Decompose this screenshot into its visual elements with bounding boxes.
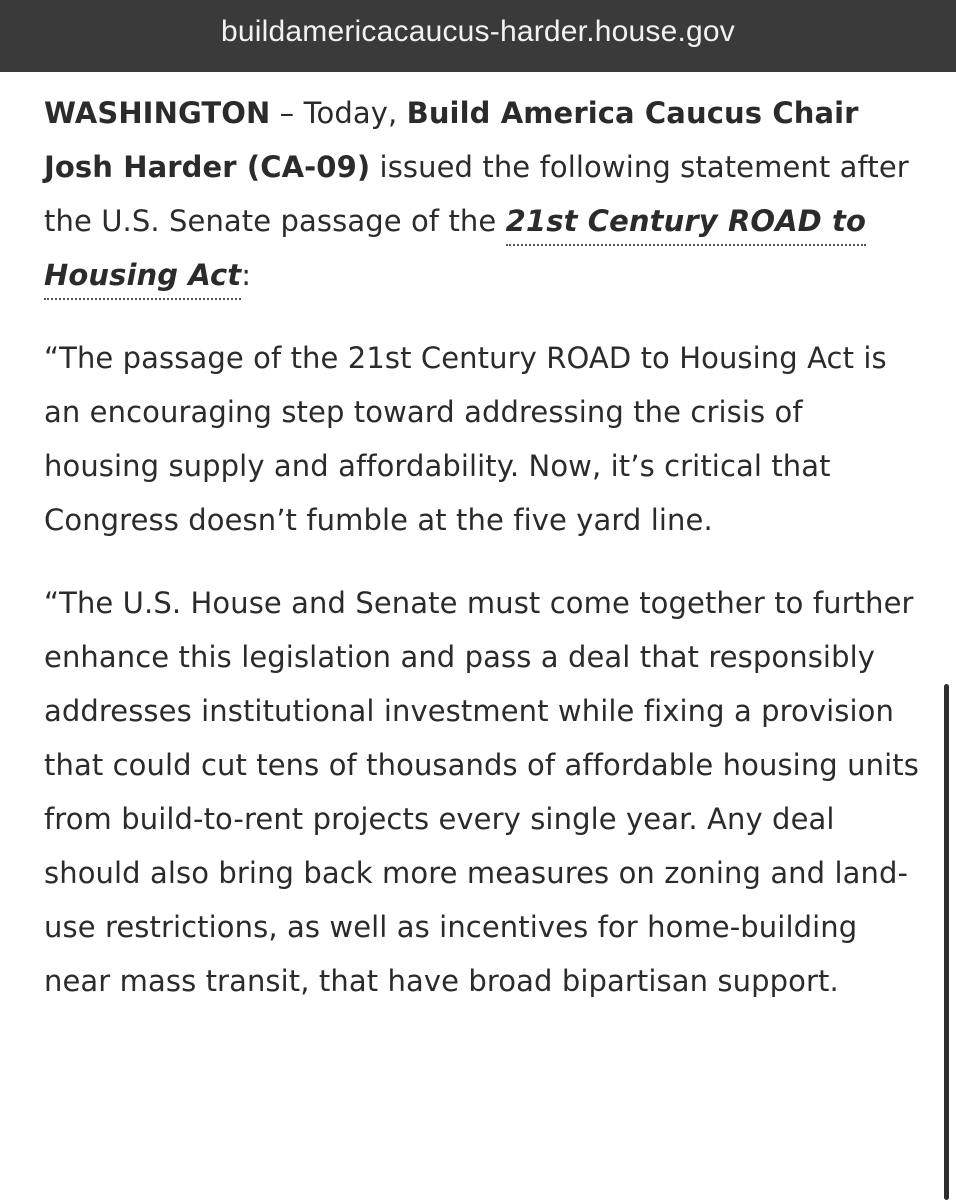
intro-paragraph bbox=[44, 86, 924, 302]
intro-text-2: issued the following statement after the U.S. Senate passage of the bbox=[44, 150, 909, 238]
intro-text-1: – Today, bbox=[270, 96, 407, 130]
browser-address-bar[interactable] bbox=[0, 0, 956, 72]
dateline: WASHINGTON bbox=[44, 96, 271, 130]
speaker-name: Build America Caucus Chair Josh Harder (CA-09) bbox=[44, 96, 859, 184]
quote-paragraph-1: “The passage of the 21st Century ROAD to Housing Act is an encouraging step toward addressing the crisis of housing supply and affordability. Now, it’s critical that Congress doesn’t fumble at the five yard line. bbox=[44, 341, 887, 537]
intro-text-3: : bbox=[241, 258, 252, 292]
vertical-scrollbar[interactable] bbox=[944, 684, 949, 1200]
quote-paragraph-2: “The U.S. House and Senate must come together to further enhance this legislation and pass a deal that responsibly addresses institutional investment while fixing a provision that could cut tens of thousands of affordable housing units from build-to-rent projects every single year. Any deal should also bring back more measures on zoning and land-use restrictions, as well as incentives for home-building near mass transit, that have broad bipartisan support. bbox=[44, 586, 919, 998]
act-link[interactable]: 21st Century ROAD to Housing Act bbox=[44, 204, 866, 300]
url-text: buildamericacaucus-harder.house.gov bbox=[221, 15, 735, 48]
article-body bbox=[44, 86, 924, 1008]
